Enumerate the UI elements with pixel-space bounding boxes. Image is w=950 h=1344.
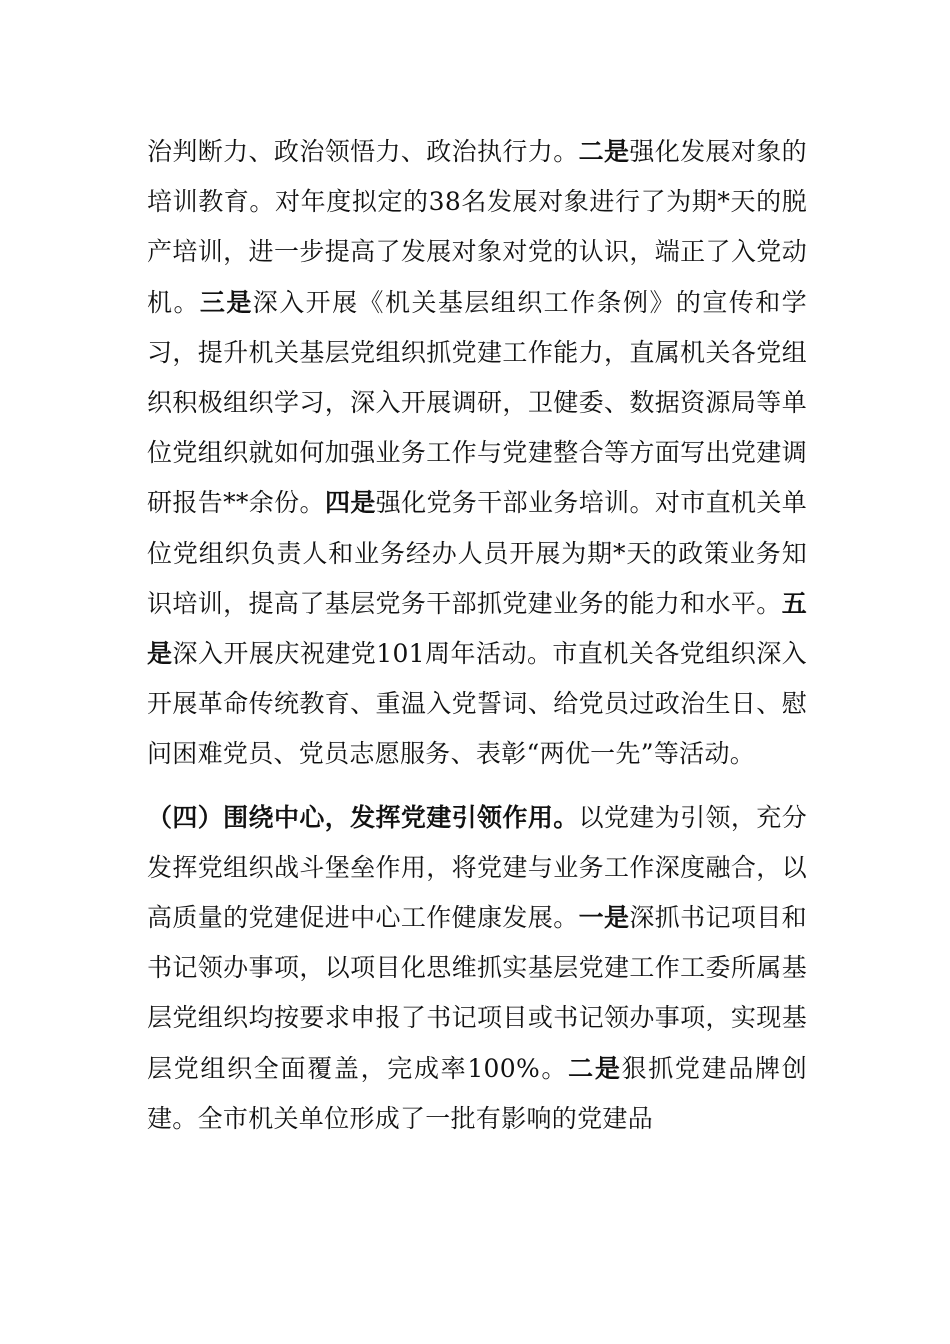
sentence: 强化党务干部业务培训。对市直机关单位党组织负责人和业务经办人员开展为期*天的政策业务知识培训，提高了基层党务干部抓党建业务的能力和水平。: [147, 488, 808, 618]
document-body: [147, 127, 807, 1144]
bold-marker: 四是: [324, 488, 376, 518]
sentence: 治判断力、政治领悟力、政治执行力。: [147, 137, 579, 166]
section-heading: （四）围绕中心，发挥党建引领作用。: [147, 802, 579, 832]
sentence: 以党建为引领，充分发挥党组织战斗堡垒作用，将党建与业务工作深度融合，以高质量的党建促进中心工作健康发展。: [147, 802, 807, 933]
bold-marker: 二是: [568, 1053, 622, 1083]
sentence: 深入开展庆祝建党101周年活动。市直机关各党组织深入开展革命传统教育、重温入党誓词、给党员过政治生日、慰问困难党员、党员志愿服务、表彰“两优一先”等活动。: [147, 639, 807, 769]
sentence: 强化发展对象的培训教育。对年度拟定的38名发展对象进行了为期*天的脱产培训，进一步提高了发展对象对党的认识，端正了入党动机。: [147, 137, 807, 317]
paragraph-section-four: [147, 793, 807, 1144]
bold-marker: 二是: [578, 137, 630, 166]
sentence: 深抓书记项目和书记领办事项，以项目化思维抓实基层党建工作工委所属基层党组织均按要求申报了书记项目或书记领办事项，实现基层党组织全面覆盖，完成率100%。: [147, 903, 807, 1083]
sentence: 狠抓党建品牌创建。全市机关单位形成了一批有影响的党建品: [147, 1053, 808, 1133]
sentence: 深入开展《机关基层组织工作条例》的宣传和学习，提升机关基层党组织抓党建工作能力，直属机关各党组织积极组织学习，深入开展调研，卫健委、数据资源局等单位党组织就如何加强业务工作与党建整合等方面写出党建调研报告**余份。: [147, 287, 807, 518]
bold-marker: 五是: [147, 588, 807, 669]
paragraph-party-training: [147, 127, 807, 780]
bold-marker: 一是: [578, 903, 630, 933]
bold-marker: 三是: [199, 287, 253, 317]
